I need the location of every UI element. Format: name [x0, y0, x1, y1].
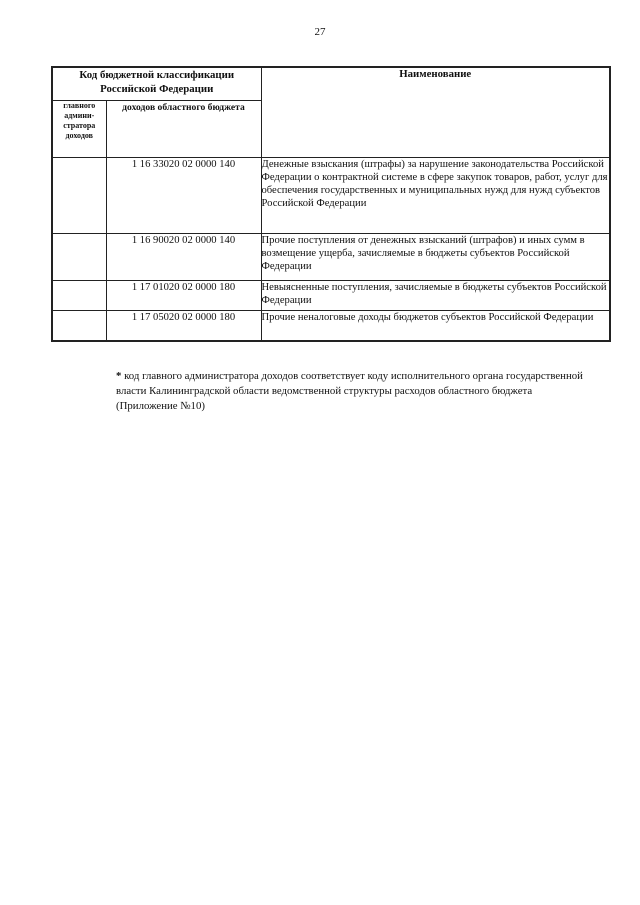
budget-classification-table	[51, 66, 611, 342]
table-row	[52, 311, 610, 341]
admin-code-cell	[52, 281, 106, 311]
income-code-cell: 1 16 33020 02 0000 140	[106, 158, 261, 234]
table-row	[52, 234, 610, 281]
income-code-header: доходов областного бюджета	[106, 101, 261, 158]
income-name-cell: Прочие неналоговые доходы бюджетов субъектов Российской Федерации	[261, 311, 610, 341]
admin-code-cell	[52, 311, 106, 341]
admin-code-header: главного админи-стратора доходов	[52, 101, 106, 158]
page-number: 27	[314, 26, 326, 38]
income-code-cell: 1 16 90020 02 0000 140	[106, 234, 261, 281]
income-code-cell: 1 17 05020 02 0000 180	[106, 311, 261, 341]
name-header: Наименование	[261, 67, 610, 158]
footnote	[116, 369, 586, 414]
footnote-text: код главного администратора доходов соответствует коду исполнительного органа государственной власти Калининградской области ведомственной структуры расходов областного бюджета (Приложение №10)	[116, 370, 583, 412]
classification-code-header: Код бюджетной классификации Российской Федерации	[52, 67, 261, 101]
income-name-cell: Денежные взыскания (штрафы) за нарушение законодательства Российской Федерации о контрактной системе в сфере закупок товаров, работ, услуг для обеспечения государственных и муниципальных нужд для нужд субъектов Российской Федерации	[261, 158, 610, 234]
table-row	[52, 158, 610, 234]
income-name-cell: Прочие поступления от денежных взысканий (штрафов) и иных сумм в возмещение ущерба, зачисляемые в бюджеты субъектов Российской Федерации	[261, 234, 610, 281]
header-row-top	[52, 67, 610, 101]
income-code-cell: 1 17 01020 02 0000 180	[106, 281, 261, 311]
footnote-marker: *	[116, 370, 122, 382]
admin-code-cell	[52, 234, 106, 281]
table-row	[52, 281, 610, 311]
income-name-cell: Невыясненные поступления, зачисляемые в бюджеты субъектов Российской Федерации	[261, 281, 610, 311]
admin-code-cell	[52, 158, 106, 234]
